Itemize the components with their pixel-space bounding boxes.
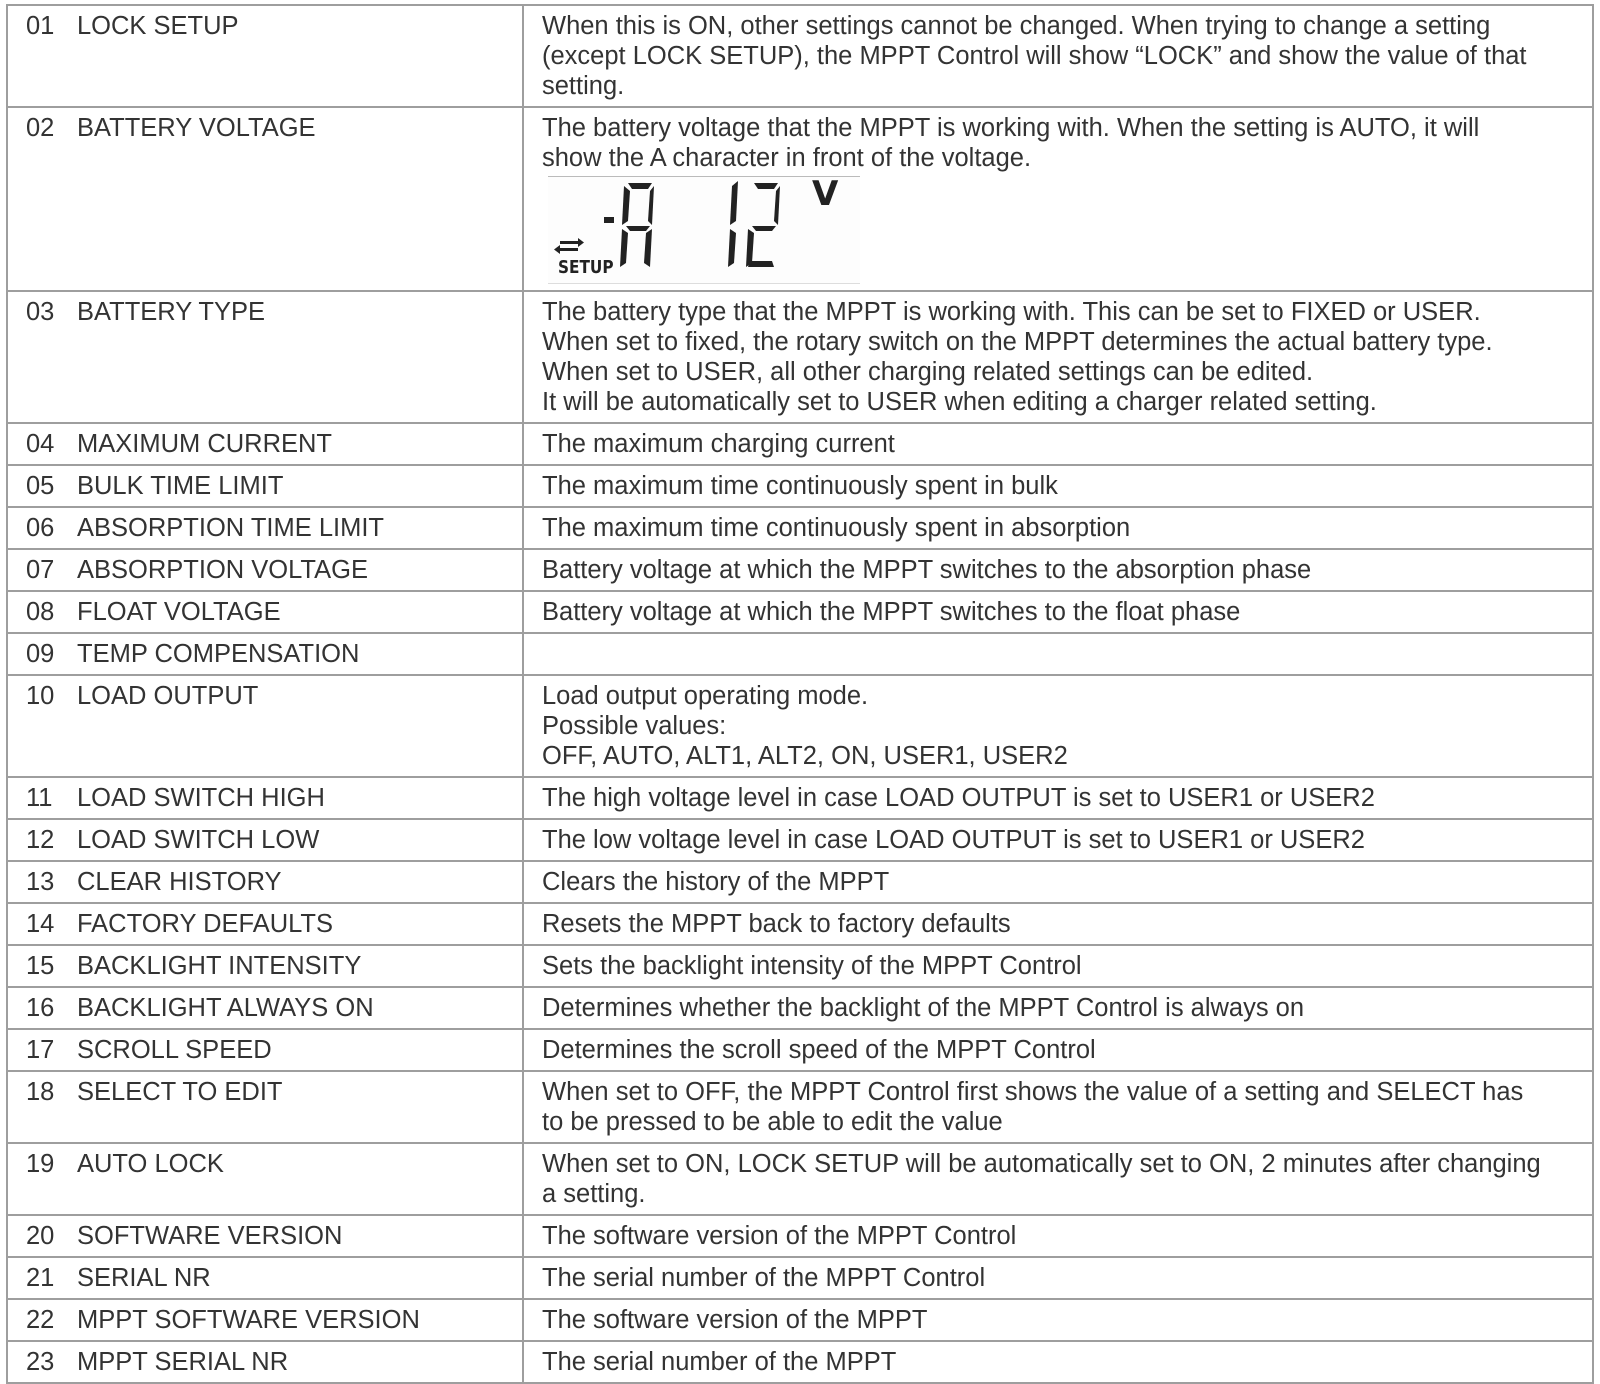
table-row [7,861,1593,903]
description-line: When set to OFF, the MPPT Control first shows the value of a setting and SELECT has [542,1078,1524,1106]
description-line: When this is ON, other settings cannot be changed. When trying to change a setting [542,12,1491,40]
lcd-setup-label: SETUP [558,257,614,278]
description-line: Possible values: [542,712,727,740]
table-row [7,675,1593,777]
settings-table-body [7,5,1593,1383]
description-line: show the A character in front of the voltage. [542,144,1032,172]
lcd-char-2 [746,183,780,267]
description-cell [523,1299,1593,1341]
setting-number: 13 [26,868,55,896]
setting-cell [7,1257,523,1299]
setting-cell [7,465,523,507]
setting-cell [7,987,523,1029]
setting-number: 15 [26,952,55,980]
description-cell [523,819,1593,861]
setting-cell [7,675,523,777]
description-cell [523,291,1593,423]
description-line: Battery voltage at which the MPPT switches to the absorption phase [542,556,1312,584]
lcd-char-a [620,183,654,267]
description-line: It will be automatically set to USER when editing a charger related setting. [542,388,1377,416]
description-line: The maximum time continuously spent in absorption [542,514,1131,542]
setting-number: 11 [26,784,53,812]
setting-cell [7,507,523,549]
setting-name: LOAD SWITCH HIGH [77,784,325,812]
setting-cell [7,1143,523,1215]
description-line: The serial number of the MPPT Control [542,1264,986,1292]
setting-name: LOAD OUTPUT [77,682,259,710]
settings-table [6,4,1594,1384]
description-line: Resets the MPPT back to factory defaults [542,910,1011,938]
lcd-unit: V [812,174,839,214]
table-row [7,903,1593,945]
setting-cell [7,423,523,465]
description-line: Battery voltage at which the MPPT switches to the float phase [542,598,1241,626]
description-cell [523,1071,1593,1143]
description-cell [523,903,1593,945]
description-cell [523,675,1593,777]
setting-cell [7,1341,523,1383]
description-line: The battery type that the MPPT is working with. This can be set to FIXED or USER. [542,298,1481,326]
table-row [7,1215,1593,1257]
description-cell [523,1143,1593,1215]
description-line: The serial number of the MPPT [542,1348,897,1376]
table-row [7,423,1593,465]
description-line: The high voltage level in case LOAD OUTPUT is set to USER1 or USER2 [542,784,1375,812]
description-line: The battery voltage that the MPPT is working with. When the setting is AUTO, it will [542,114,1480,142]
setting-number: 18 [26,1078,55,1106]
description-cell [523,1215,1593,1257]
setting-number: 05 [26,472,55,500]
setting-name: LOAD SWITCH LOW [77,826,320,854]
setting-name: SELECT TO EDIT [77,1078,283,1106]
setting-name: LOCK SETUP [77,12,239,40]
setting-name: TEMP COMPENSATION [77,640,360,668]
setting-name: SOFTWARE VERSION [77,1222,343,1250]
setting-name: MPPT SOFTWARE VERSION [77,1306,420,1334]
description-line: (except LOCK SETUP), the MPPT Control will show “LOCK” and show the value of that [542,42,1527,70]
description-cell [523,591,1593,633]
description-cell [523,465,1593,507]
table-row [7,591,1593,633]
description-line: setting. [542,72,625,100]
setting-name: SERIAL NR [77,1264,211,1292]
setting-number: 10 [26,682,55,710]
setting-cell [7,1071,523,1143]
setting-cell [7,549,523,591]
description-cell [523,633,1593,675]
table-row [7,1257,1593,1299]
table-row [7,777,1593,819]
setting-number: 04 [26,430,55,458]
description-line: When set to fixed, the rotary switch on the MPPT determines the actual battery type. [542,328,1493,356]
setting-cell [7,777,523,819]
table-row [7,1143,1593,1215]
description-line: When set to ON, LOCK SETUP will be automatically set to ON, 2 minutes after changing [542,1150,1541,1178]
setting-name: CLEAR HISTORY [77,868,282,896]
description-cell [523,987,1593,1029]
table-row [7,819,1593,861]
description-cell [523,777,1593,819]
setting-number: 22 [26,1306,55,1334]
setting-number: 08 [26,598,55,626]
setting-cell [7,945,523,987]
lcd-display-image [548,176,860,284]
description-line: The maximum charging current [542,430,895,458]
setting-cell [7,5,523,107]
setting-cell [7,591,523,633]
setting-number: 14 [26,910,55,938]
description-cell [523,507,1593,549]
setting-name: BATTERY VOLTAGE [77,114,316,142]
setting-name: BATTERY TYPE [77,298,266,326]
setting-name: BACKLIGHT ALWAYS ON [77,994,374,1022]
setting-name: FACTORY DEFAULTS [77,910,334,938]
description-cell [523,1257,1593,1299]
table-row [7,549,1593,591]
table-row [7,291,1593,423]
description-cell [523,1029,1593,1071]
setting-name: MPPT SERIAL NR [77,1348,289,1376]
description-cell [523,945,1593,987]
setting-number: 17 [26,1036,55,1064]
description-line: Determines whether the backlight of the MPPT Control is always on [542,994,1305,1022]
description-line: a setting. [542,1180,646,1208]
table-row [7,633,1593,675]
setting-cell [7,291,523,423]
lcd-char-1 [728,181,738,267]
description-cell [523,5,1593,107]
setting-number: 01 [26,12,55,40]
description-cell [523,549,1593,591]
setting-number: 06 [26,514,55,542]
setting-number: 20 [26,1222,55,1250]
setting-cell [7,861,523,903]
setting-name: ABSORPTION VOLTAGE [77,556,368,584]
setting-cell [7,903,523,945]
description-line: Clears the history of the MPPT [542,868,890,896]
description-line: The software version of the MPPT Control [542,1222,1017,1250]
lcd-dot [604,217,614,223]
setting-name: ABSORPTION TIME LIMIT [77,514,384,542]
description-line: Load output operating mode. [542,682,869,710]
table-row [7,1029,1593,1071]
setting-name: SCROLL SPEED [77,1036,272,1064]
table-row [7,507,1593,549]
table-row [7,1071,1593,1143]
table-row [7,945,1593,987]
setting-cell [7,107,523,291]
setting-number: 19 [26,1150,55,1178]
setting-cell [7,633,523,675]
setting-name: AUTO LOCK [77,1150,224,1178]
description-cell [523,861,1593,903]
table-row [7,107,1593,291]
setting-number: 02 [26,114,55,142]
description-cell [523,107,1593,291]
description-cell [523,423,1593,465]
setting-name: FLOAT VOLTAGE [77,598,281,626]
description-line: The software version of the MPPT [542,1306,928,1334]
description-line: Determines the scroll speed of the MPPT Control [542,1036,1096,1064]
table-row [7,987,1593,1029]
description-line: When set to USER, all other charging related settings can be edited. [542,358,1314,386]
setting-number: 09 [26,640,55,668]
description-line: to be pressed to be able to edit the value [542,1108,1003,1136]
table-row [7,465,1593,507]
setting-name: BULK TIME LIMIT [77,472,284,500]
setting-name: MAXIMUM CURRENT [77,430,332,458]
setup-arrows-icon [554,238,584,254]
setting-number: 16 [26,994,55,1022]
setting-cell [7,819,523,861]
setting-number: 12 [26,826,55,854]
table-row [7,5,1593,107]
setting-number: 07 [26,556,55,584]
table-row [7,1341,1593,1383]
setting-cell [7,1215,523,1257]
table-row [7,1299,1593,1341]
description-line: Sets the backlight intensity of the MPPT Control [542,952,1082,980]
setting-cell [7,1029,523,1071]
description-cell [523,1341,1593,1383]
description-line: OFF, AUTO, ALT1, ALT2, ON, USER1, USER2 [542,742,1068,770]
setting-number: 21 [26,1264,55,1292]
description-line: The low voltage level in case LOAD OUTPUT is set to USER1 or USER2 [542,826,1365,854]
setting-cell [7,1299,523,1341]
setting-name: BACKLIGHT INTENSITY [77,952,362,980]
description-line: The maximum time continuously spent in bulk [542,472,1058,500]
setting-number: 23 [26,1348,55,1376]
setting-number: 03 [26,298,55,326]
